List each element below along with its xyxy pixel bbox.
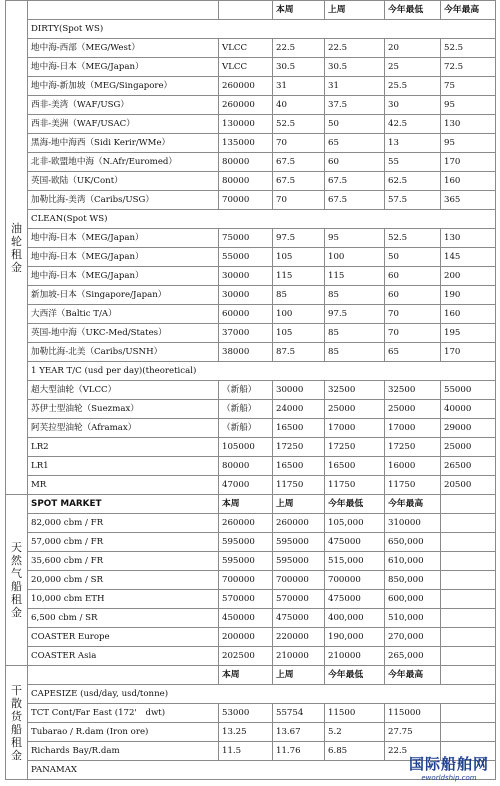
table-cell: 210000 (273, 647, 325, 666)
table-cell: 115 (325, 267, 385, 286)
section-gas-label: 天然气船租金 (11, 541, 22, 619)
table-cell: 60 (325, 153, 385, 172)
table-cell (441, 590, 496, 609)
table-cell: 26500 (441, 457, 496, 476)
table-cell: 195 (441, 324, 496, 343)
table-cell: 260000 (219, 96, 273, 115)
table-cell: 22.5 (385, 742, 441, 761)
table-cell: 67.5 (273, 172, 325, 191)
table-cell: 202500 (219, 647, 273, 666)
table-cell: 130 (441, 115, 496, 134)
table-row (6, 191, 496, 210)
table-cell: 11750 (273, 476, 325, 495)
subheading-capesize: CAPESIZE (usd/day, usd/tonne) (28, 685, 496, 704)
table-cell: 87.5 (273, 343, 325, 362)
table-cell: 30.5 (273, 58, 325, 77)
table-cell: 65 (325, 134, 385, 153)
table-cell: 75 (441, 77, 496, 96)
table-cell: 105 (273, 324, 325, 343)
table-cell: （新船） (219, 419, 273, 438)
table-cell: 27.75 (385, 723, 441, 742)
table-cell: 95 (325, 229, 385, 248)
table-cell: 57,000 cbm / FR (28, 533, 219, 552)
table-cell: 200 (441, 267, 496, 286)
table-cell: 190 (441, 286, 496, 305)
table-cell (441, 723, 496, 742)
table-cell: 11.76 (273, 742, 325, 761)
table-cell: 32500 (325, 381, 385, 400)
watermark-cn: 国际船舶网 (408, 755, 489, 773)
table-cell: Richards Bay/R.dam (28, 742, 219, 761)
table-row (6, 552, 496, 571)
table-cell (441, 552, 496, 571)
column-header: 今年最高 (385, 495, 441, 514)
table-row (6, 590, 496, 609)
table-cell: 450000 (219, 609, 273, 628)
column-header (219, 1, 273, 20)
table-cell: 595000 (219, 533, 273, 552)
table-cell: 85 (325, 324, 385, 343)
table-cell: 16500 (273, 457, 325, 476)
table-row (6, 704, 496, 723)
table-cell: 60000 (219, 305, 273, 324)
table-row (6, 533, 496, 552)
table-row (6, 286, 496, 305)
table-cell: VLCC (219, 58, 273, 77)
table-cell: 67.5 (325, 172, 385, 191)
table-cell: 105 (273, 248, 325, 267)
table-cell: 200000 (219, 628, 273, 647)
table-cell: 50 (325, 115, 385, 134)
table-row (6, 476, 496, 495)
table-cell: 67.5 (273, 153, 325, 172)
table-cell: 11750 (385, 476, 441, 495)
table-cell: 地中海-西部（MEG/West） (28, 39, 219, 58)
table-row (6, 362, 496, 381)
table-cell: 475000 (325, 590, 385, 609)
table-cell: 100 (325, 248, 385, 267)
table-cell: 70000 (219, 191, 273, 210)
table-cell: 22.5 (325, 39, 385, 58)
table-row (6, 438, 496, 457)
table-cell: 475000 (273, 609, 325, 628)
table-cell: 16000 (385, 457, 441, 476)
table-row (6, 381, 496, 400)
table-cell: 11.5 (219, 742, 273, 761)
table-cell: 英国-地中海（UKC-Med/States） (28, 324, 219, 343)
table-row (6, 419, 496, 438)
table-row (6, 571, 496, 590)
table-row (6, 172, 496, 191)
table-cell: 5.2 (325, 723, 385, 742)
table-cell: LR2 (28, 438, 219, 457)
table-cell: 42.5 (385, 115, 441, 134)
table-row (6, 324, 496, 343)
subheading-panamax: PANAMAX (28, 761, 496, 780)
table-cell: 40 (273, 96, 325, 115)
table-cell: 610,000 (385, 552, 441, 571)
table-cell: COASTER Europe (28, 628, 219, 647)
table-cell: 57.5 (385, 191, 441, 210)
table-cell: 95 (441, 96, 496, 115)
table-cell: 50 (385, 248, 441, 267)
table-cell (441, 533, 496, 552)
table-cell: 80000 (219, 153, 273, 172)
site-watermark (404, 753, 494, 782)
column-header: 上周 (325, 1, 385, 20)
table-cell: 60 (385, 286, 441, 305)
table-row (6, 153, 496, 172)
table-cell: 20500 (441, 476, 496, 495)
table-cell: 55000 (441, 381, 496, 400)
table-cell: 570000 (219, 590, 273, 609)
table-cell (441, 514, 496, 533)
table-cell (441, 647, 496, 666)
table-cell: 黑海-地中海西（Sidi Kerir/WMe） (28, 134, 219, 153)
table-cell: 31 (273, 77, 325, 96)
table-cell: 20,000 cbm / SR (28, 571, 219, 590)
table-row (6, 20, 496, 39)
table-cell: 17000 (325, 419, 385, 438)
column-header: 今年最低 (385, 1, 441, 20)
table-cell: 25 (385, 58, 441, 77)
table-row (6, 400, 496, 419)
table-cell: 570000 (273, 590, 325, 609)
table-cell: 700000 (219, 571, 273, 590)
table-cell (441, 609, 496, 628)
table-cell: 650,000 (385, 533, 441, 552)
table-cell: 170 (441, 153, 496, 172)
table-cell: 60 (385, 267, 441, 286)
section-dry-label: 干散货船租金 (11, 683, 22, 762)
table-cell: COASTER Asia (28, 647, 219, 666)
table-cell: 595000 (273, 533, 325, 552)
section-tanker (6, 1, 28, 495)
table-row (6, 229, 496, 248)
table-cell: 105,000 (325, 514, 385, 533)
table-cell: 30000 (273, 381, 325, 400)
table-cell: 53000 (219, 704, 273, 723)
table-cell: 595000 (219, 552, 273, 571)
table-cell: 97.5 (273, 229, 325, 248)
table-cell: 17250 (325, 438, 385, 457)
table-cell: 加勒比海-北美（Caribs/USNH） (28, 343, 219, 362)
table-cell: 310000 (385, 514, 441, 533)
column-header: 今年最低 (325, 495, 385, 514)
table-cell: 170 (441, 343, 496, 362)
table-cell: 210000 (325, 647, 385, 666)
table-cell: 13.67 (273, 723, 325, 742)
column-header: 今年最高 (441, 1, 496, 20)
table-cell: 80000 (219, 457, 273, 476)
table-cell: 100 (273, 305, 325, 324)
table-cell: 135000 (219, 134, 273, 153)
section-dry (6, 666, 28, 780)
table-cell: MR (28, 476, 219, 495)
table-cell: 37.5 (325, 96, 385, 115)
table-cell: 35,600 cbm / FR (28, 552, 219, 571)
table-row (6, 248, 496, 267)
table-cell: 北非-欧盟地中海（N.Afr/Euromed） (28, 153, 219, 172)
table-cell: 25.5 (385, 77, 441, 96)
table-cell: 13 (385, 134, 441, 153)
table-row (6, 343, 496, 362)
table-row (6, 58, 496, 77)
table-cell: 595000 (273, 552, 325, 571)
column-header: 上周 (273, 495, 325, 514)
table-cell: 13.25 (219, 723, 273, 742)
table-cell: 130 (441, 229, 496, 248)
table-cell: 苏伊士型油轮（Suezmax） (28, 400, 219, 419)
table-cell: 52.5 (441, 39, 496, 58)
table-cell: 6,500 cbm / SR (28, 609, 219, 628)
section-gas (6, 495, 28, 666)
subheading-dirty: DIRTY(Spot WS) (28, 20, 496, 39)
table-row (6, 685, 496, 704)
table-cell: 55754 (273, 704, 325, 723)
table-row (6, 77, 496, 96)
table-cell: 130000 (219, 115, 273, 134)
table-cell: 新加坡-日本（Singapore/Japan） (28, 286, 219, 305)
table-cell: 67.5 (325, 191, 385, 210)
table-cell: 475000 (325, 533, 385, 552)
table-cell: 400,000 (325, 609, 385, 628)
table-cell: 260000 (219, 77, 273, 96)
table-row (6, 305, 496, 324)
table-cell: 地中海-日本（MEG/Japan） (28, 58, 219, 77)
table-cell: 阿芙拉型油轮（Aframax） (28, 419, 219, 438)
section-tanker-label: 油轮租金 (11, 221, 22, 274)
table-row (6, 723, 496, 742)
table-cell: 70 (385, 305, 441, 324)
table-row (6, 39, 496, 58)
table-cell: 17250 (273, 438, 325, 457)
table-cell: 85 (325, 343, 385, 362)
table-cell: 52.5 (273, 115, 325, 134)
table-cell: 80000 (219, 172, 273, 191)
table-cell: 510,000 (385, 609, 441, 628)
table-cell: 85 (273, 286, 325, 305)
table-cell: 10,000 cbm ETH (28, 590, 219, 609)
table-cell (441, 628, 496, 647)
table-cell (441, 704, 496, 723)
table-cell: 24000 (273, 400, 325, 419)
table-cell: 29000 (441, 419, 496, 438)
table-cell: 85 (325, 286, 385, 305)
table-cell: 西非-美湾（WAF/USG） (28, 96, 219, 115)
rates-table (5, 0, 496, 780)
subheading-tc: 1 YEAR T/C (usd per day)(theoretical) (28, 362, 496, 381)
table-cell: 英国-欧陆（UK/Cont） (28, 172, 219, 191)
column-header: 今年最高 (385, 666, 441, 685)
table-cell: 31 (325, 77, 385, 96)
table-cell: 17250 (385, 438, 441, 457)
table-cell: （新船） (219, 381, 273, 400)
table-cell: 55 (385, 153, 441, 172)
table-cell: 超大型油轮（VLCC） (28, 381, 219, 400)
column-header: 今年最低 (325, 666, 385, 685)
table-cell: 70 (385, 324, 441, 343)
column-header: 本周 (273, 1, 325, 20)
table-row (6, 134, 496, 153)
table-cell: 260000 (219, 514, 273, 533)
table-row (6, 115, 496, 134)
table-cell: TCT Cont/Far East (172' dwt) (28, 704, 219, 723)
table-cell: 30000 (219, 267, 273, 286)
column-header: 本周 (219, 666, 273, 685)
table-cell: 37000 (219, 324, 273, 343)
table-cell: 115 (273, 267, 325, 286)
table-cell: 70 (273, 191, 325, 210)
table-cell: 700000 (273, 571, 325, 590)
table-cell: 260000 (273, 514, 325, 533)
table-cell: 600,000 (385, 590, 441, 609)
table-cell: 115000 (385, 704, 441, 723)
table-cell: 160 (441, 305, 496, 324)
table-row (6, 495, 496, 514)
table-row (6, 267, 496, 286)
table-cell: 40000 (441, 400, 496, 419)
table-cell: 16500 (325, 457, 385, 476)
table-cell: 105000 (219, 438, 273, 457)
table-row (6, 628, 496, 647)
table-cell: 850,000 (385, 571, 441, 590)
table-cell: 17000 (385, 419, 441, 438)
subheading-clean: CLEAN(Spot WS) (28, 210, 496, 229)
table-cell: 65 (385, 343, 441, 362)
table-cell: 38000 (219, 343, 273, 362)
table-cell: （新船） (219, 400, 273, 419)
table-cell: 365 (441, 191, 496, 210)
column-header: 本周 (219, 495, 273, 514)
table-cell: 70 (273, 134, 325, 153)
table-cell: 265,000 (385, 647, 441, 666)
table-row (6, 514, 496, 533)
table-cell: 25000 (385, 400, 441, 419)
table-cell (441, 571, 496, 590)
table-cell: 95 (441, 134, 496, 153)
column-header: SPOT MARKET (28, 495, 219, 514)
table-row (6, 666, 496, 685)
table-cell: 地中海-日本（MEG/Japan） (28, 248, 219, 267)
table-cell: 6.85 (325, 742, 385, 761)
table-row (6, 210, 496, 229)
table-cell: 11500 (325, 704, 385, 723)
column-header (441, 495, 496, 514)
table-cell: 52.5 (385, 229, 441, 248)
table-cell: 97.5 (325, 305, 385, 324)
table-row (6, 647, 496, 666)
table-cell: 25000 (441, 438, 496, 457)
column-header (28, 1, 219, 20)
table-cell: 72.5 (441, 58, 496, 77)
table-row (6, 457, 496, 476)
table-cell: 大西洋（Baltic T/A） (28, 305, 219, 324)
table-cell: 25000 (325, 400, 385, 419)
watermark-en: eworldship.com (421, 774, 477, 782)
column-header (441, 666, 496, 685)
table-cell: 47000 (219, 476, 273, 495)
table-cell: 30.5 (325, 58, 385, 77)
table-cell: 220000 (273, 628, 325, 647)
table-cell: 55000 (219, 248, 273, 267)
table-cell: 62.5 (385, 172, 441, 191)
table-cell: 加勒比海-美湾（Caribs/USG） (28, 191, 219, 210)
table-cell: 515,000 (325, 552, 385, 571)
table-cell: 16500 (273, 419, 325, 438)
table-cell: 30000 (219, 286, 273, 305)
table-cell: 地中海-日本（MEG/Japan） (28, 229, 219, 248)
table-cell: 西非-美洲（WAF/USAC） (28, 115, 219, 134)
table-cell: 11750 (325, 476, 385, 495)
table-cell: 30 (385, 96, 441, 115)
table-cell: 160 (441, 172, 496, 191)
table-cell: 地中海-日本（MEG/Japan） (28, 267, 219, 286)
table-cell: 75000 (219, 229, 273, 248)
table-cell: 32500 (385, 381, 441, 400)
table-cell: 145 (441, 248, 496, 267)
table-cell: Tubarao / R.dam (Iron ore) (28, 723, 219, 742)
table-cell: 82,000 cbm / FR (28, 514, 219, 533)
table-cell: 20 (385, 39, 441, 58)
table-cell: VLCC (219, 39, 273, 58)
table-row (6, 96, 496, 115)
table-cell: 190,000 (325, 628, 385, 647)
table-row (6, 609, 496, 628)
table-cell: 700000 (325, 571, 385, 590)
table-row (6, 1, 496, 20)
table-cell: 地中海-新加坡（MEG/Singapore） (28, 77, 219, 96)
table-cell: LR1 (28, 457, 219, 476)
column-header (28, 666, 219, 685)
column-header: 上周 (273, 666, 325, 685)
table-cell: 22.5 (273, 39, 325, 58)
table-cell: 270,000 (385, 628, 441, 647)
